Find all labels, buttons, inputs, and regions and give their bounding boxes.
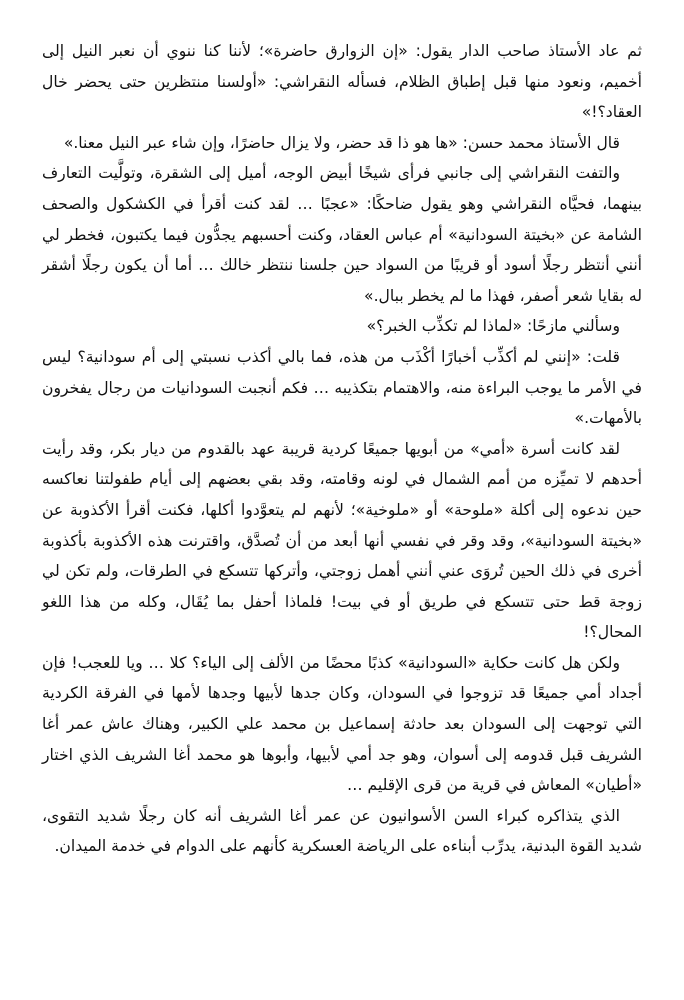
paragraph-8: الذي يتذاكره كبراء السن الأسوانيون عن عمر أغا الشريف أنه كان رجلًا شديد التقوى، شديد القوة البدنية، يدرِّب أبناءه على الرياضة العسكرية كأنهم على الدوام في خدمة الميدان.: [42, 806, 642, 856]
paragraph-1: ثم عاد الأستاذ صاحب الدار يقول: «إن الزوارق حاضرة»؛ لأننا كنا ننوي أن نعبر النيل إلى أخميم، ونعود منها قبل إطباق الظلام، فسأله النقراشي: «أولسنا منتظرين حتى يحضر خال العقاد؟!»: [42, 42, 642, 122]
paragraph-2: قال الأستاذ محمد حسن: «ها هو ذا قد حضر، ولا يزال حاضرًا، وإن شاء عبر النيل معنا.»: [63, 133, 620, 152]
paragraph-6: لقد كانت أسرة «أمي» من أبويها جميعًا كردية قريبة عهد بالقدوم من ديار بكر، وقد رأيت أحدهم لا تميِّزه من أمم الشمال في لونه وقامته، وقد بقي بعضهم إلى أيام طفولتنا نعاكسه حين ندعوه إلى أكلة «ملوحة» أو «ملوخية»؛ لأنهم لم يتعوَّدوا أكلها، فكنت أقرأ الأكذوبة عن «بخيتة السودانية»، وقد وقر في نفسي أنها أبعد من أن تُصدَّق، واقترنت هذه الأكذوبة بأكذوبة أخرى في ذلك الحين تُروَى عني أنني أهمل زوجتي، وأتركها تتسكع في الطرقات، ولم تكن لي زوجة قط حتى تتسكع في طريق أو في بيت! فلماذا أحفل بما يُقَال، وكله من هذا اللغو المحال؟!: [42, 439, 642, 642]
paragraph-5: قلت: «إنني لم أكذِّب أخبارًا أكْذَب من هذه، فما بالي أكذب نسبتي إلى أم سودانية؟ ليس في الأمر ما يوجب البراءة منه، والاهتمام بتكذيبه … فكم أنجبت السودانيات من رجال يفخرون بالأمهات.»: [42, 347, 642, 428]
paragraph-7: ولكن هل كانت حكاية «السودانية» كذبًا محضًا من الألف إلى الياء؟ كلا … ويا للعجب! فإن أجداد أمي جميعًا قد تزوجوا في السودان، وكان جدها لأبيها وجدها لأمها في الفرقة الكردية التي توجهت إلى السودان بعد حادثة إسماعيل بن محمد علي الكبير، وهناك عاش عمر أغا الشريف قبل قدومه إلى أسوان، وهو جد أمي لأبيها، وأبوها هو محمد أغا الشريف الذي اختار «أطيان» المعاش في قرية من قرى الإقليم …: [42, 653, 642, 795]
paragraph-4: وسألني مازحًا: «لماذا لم تكذِّب الخبر؟»: [366, 317, 620, 336]
paragraph-3: والتفت النقراشي إلى جانبي فرأى شيخًا أبيض الوجه، أميل إلى الشقرة، وتولَّيت التعارف بينهما، فحيَّاه النقراشي وهو يقول ضاحكًا: «عجبًا … لقد كنت أقرأ في الكشكول والصحف الشامة عن «بخيتة السودانية» أم عباس العقاد، وكنت أحسبهم يجدُّون فيما يكتبون، فخطر لي أنني أنتظر رجلًا أسود أو قريبًا من السواد حين جلسنا ننتظر خالك … أما أن يكون رجلًا أشقر له بقايا شعر أصفر، فهذا ما لم يخطر ببال.»: [42, 164, 642, 305]
